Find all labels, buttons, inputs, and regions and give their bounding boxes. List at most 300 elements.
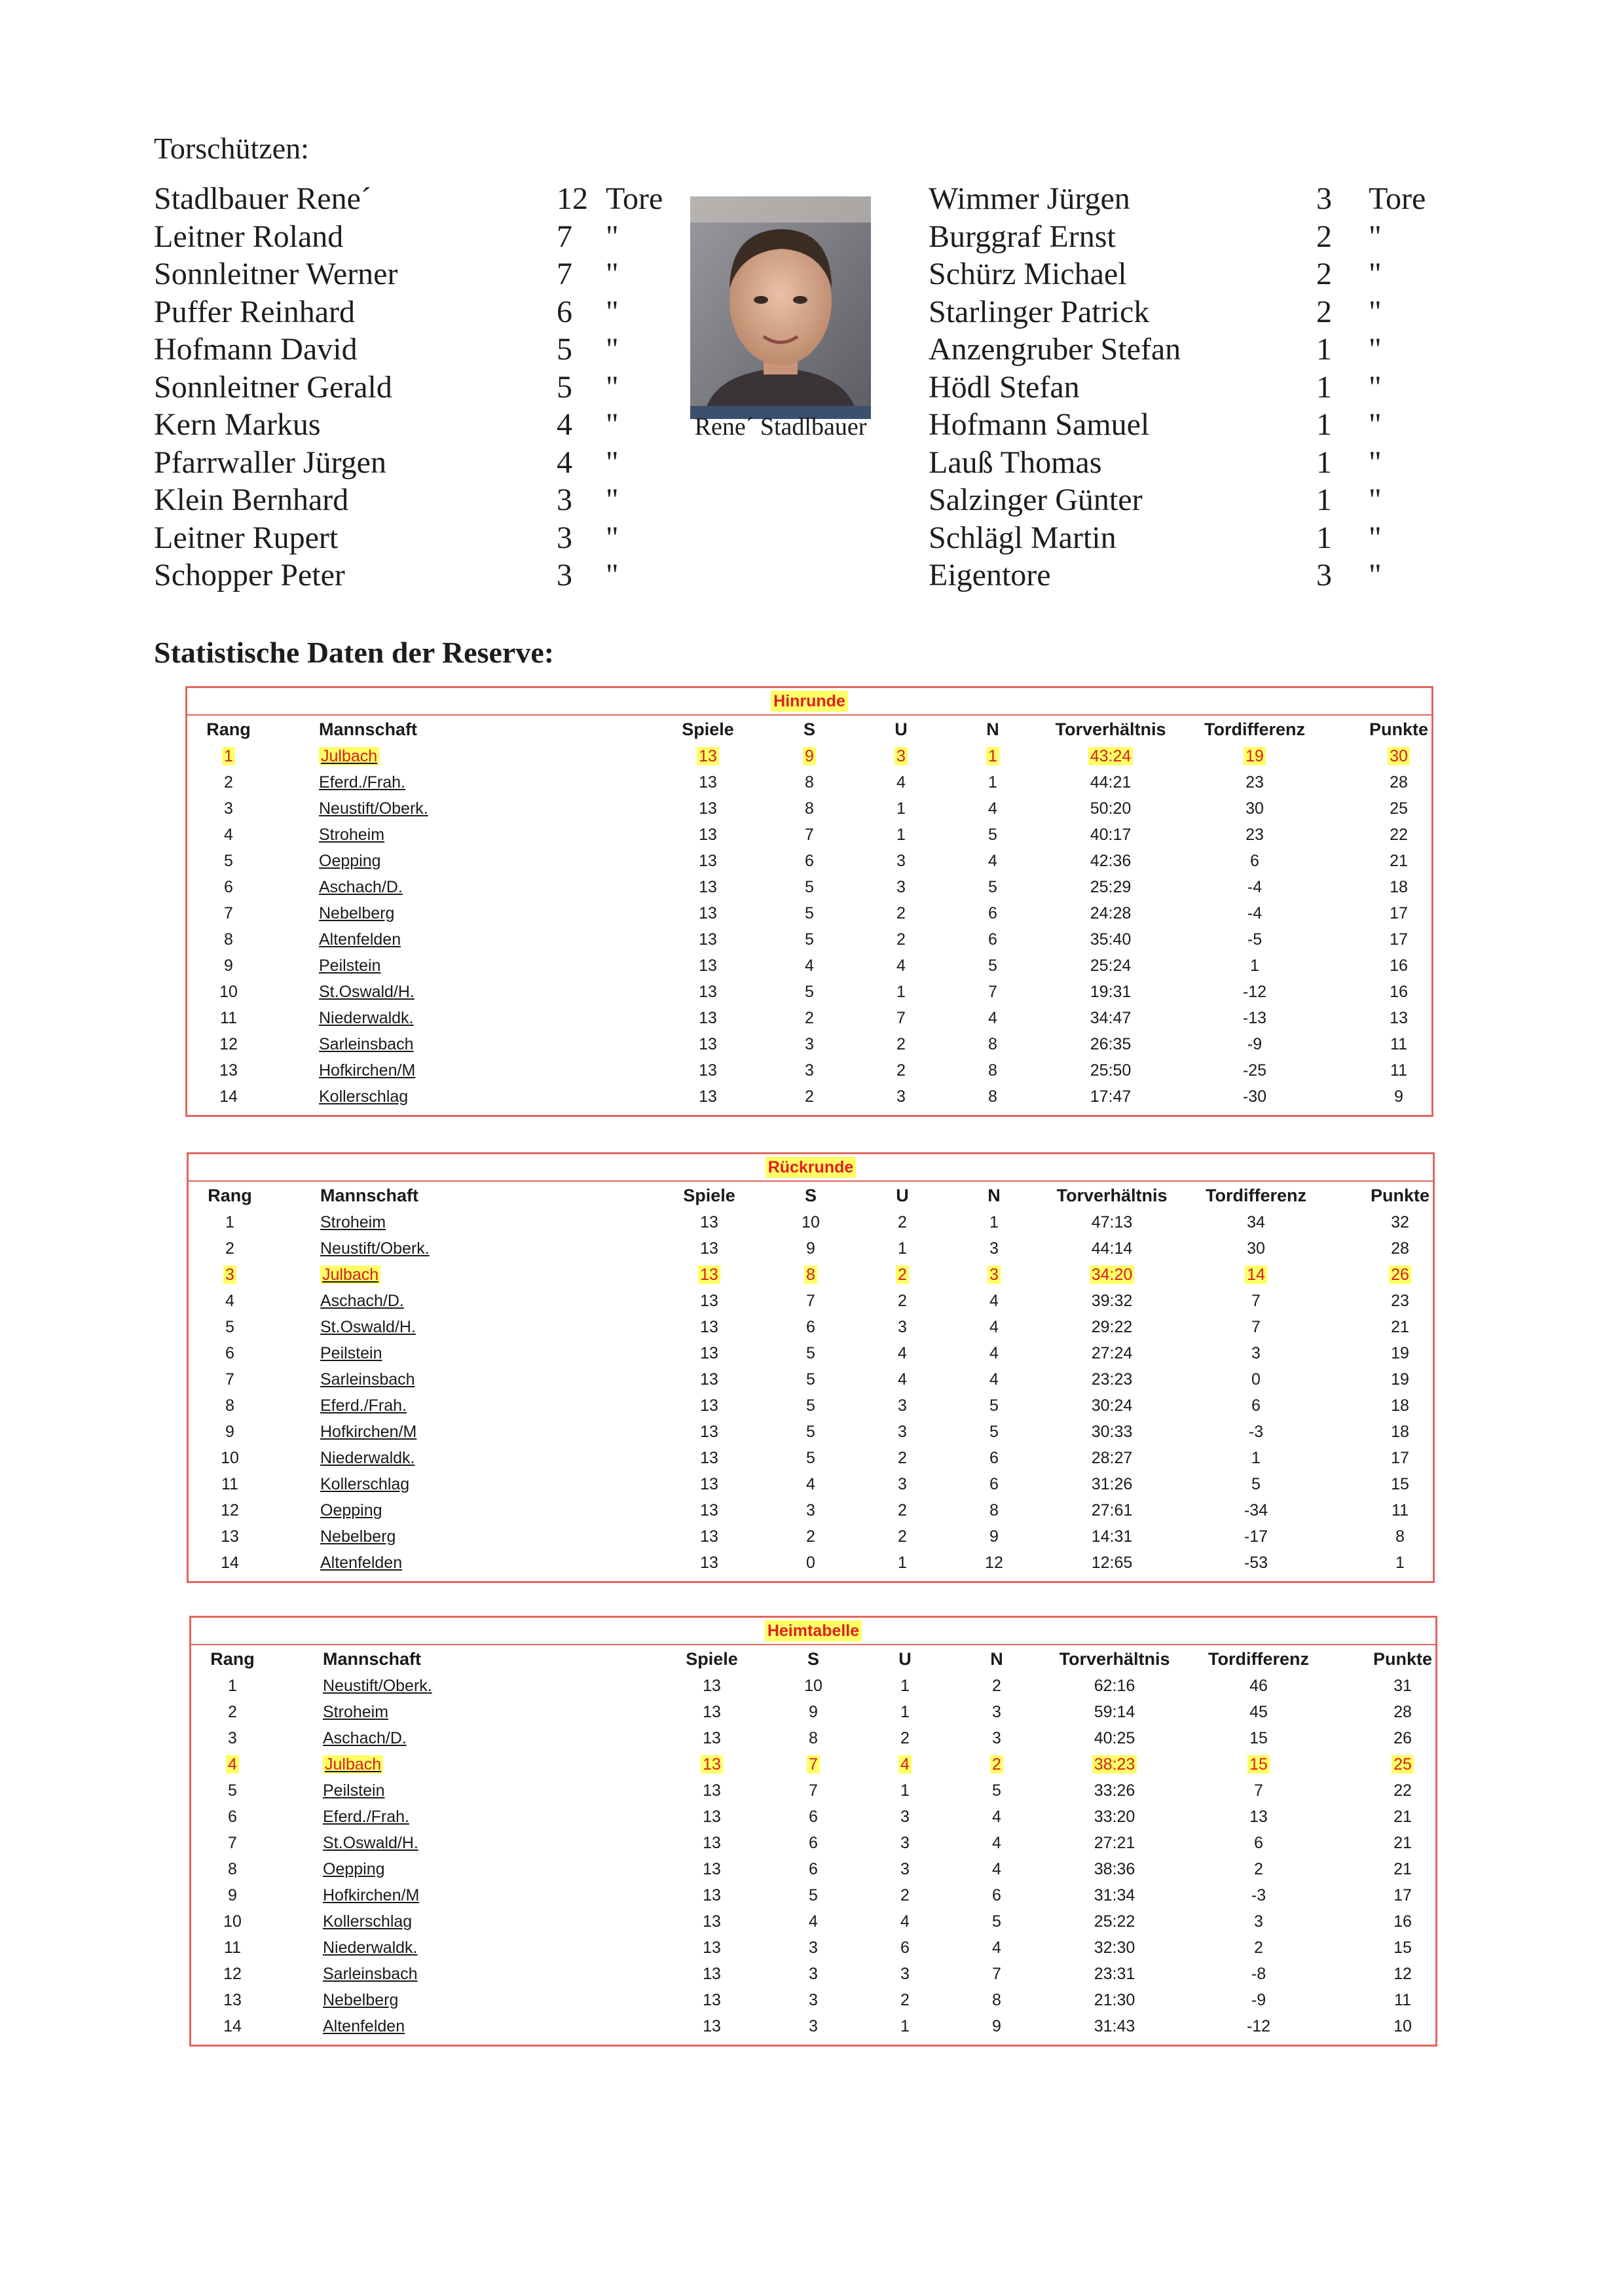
wins-value: 9 <box>806 1239 815 1258</box>
cell-losses <box>965 1292 1024 1311</box>
team-value: Peilstein <box>320 1344 382 1362</box>
games-value: 13 <box>703 1808 721 1826</box>
scorer-name: Burggraf Ernst <box>929 219 1116 254</box>
games-value: 13 <box>700 1318 718 1336</box>
cell-games <box>663 1808 761 1827</box>
games-value: 13 <box>700 1475 718 1493</box>
cell-rank <box>204 1755 261 1774</box>
cell-goal-difference <box>1184 1292 1328 1311</box>
cell-losses <box>965 1449 1024 1468</box>
cell-goal-ratio <box>1040 1527 1184 1546</box>
games-value: 13 <box>699 1061 717 1080</box>
wins-value: 3 <box>805 1061 814 1080</box>
team-value: Altenfelden <box>320 1554 403 1572</box>
draws-value: 2 <box>896 904 906 922</box>
goal-ratio-value: 44:21 <box>1090 773 1132 792</box>
draws-value: 2 <box>898 1213 907 1231</box>
cell-goal-ratio <box>1043 1860 1187 1879</box>
cell-goal-difference <box>1184 1527 1328 1546</box>
scorer-goals: 2 <box>1316 294 1332 329</box>
team-value: Eferd./Frah. <box>320 1396 407 1415</box>
cell-rank <box>202 1449 258 1468</box>
cell-rank <box>200 904 257 923</box>
scorer-name: Anzengruber Stefan <box>929 332 1181 367</box>
goal-ratio-value: 31:34 <box>1094 1886 1135 1904</box>
losses-value: 7 <box>992 1965 1001 1983</box>
cell-goal-difference <box>1183 904 1327 923</box>
rank-value: 5 <box>228 1781 237 1800</box>
cell-losses <box>967 1991 1026 2010</box>
cell-draws <box>876 2017 934 2036</box>
losses-value: 9 <box>989 1527 999 1546</box>
scorer-goals-unit: " <box>1369 332 1382 367</box>
scorer-row <box>929 556 1452 594</box>
scorer-goals: 1 <box>1316 407 1332 442</box>
cell-goal-difference <box>1187 1729 1331 1748</box>
games-value: 13 <box>703 1965 721 1983</box>
goal-ratio-value: 33:26 <box>1094 1781 1135 1800</box>
cell-draws <box>872 1009 931 1028</box>
scorer-goals-unit: " <box>606 407 619 442</box>
goal-ratio-value: 25:22 <box>1094 1912 1135 1931</box>
table-row <box>189 1471 1433 1497</box>
cell-losses <box>967 1781 1026 1800</box>
rank-value: 13 <box>221 1527 239 1546</box>
losses-value: 5 <box>992 1912 1001 1931</box>
cell-losses <box>967 1677 1026 1696</box>
cell-wins <box>780 957 839 975</box>
scorer-row <box>929 331 1452 369</box>
cell-goal-ratio <box>1043 1965 1187 1984</box>
losses-value: 5 <box>992 1781 1001 1800</box>
team-value: Neustift/Oberk. <box>320 1239 430 1258</box>
cell-draws <box>876 1808 934 1827</box>
scorer-goals-unit: " <box>606 445 619 480</box>
losses-value: 2 <box>992 1677 1001 1695</box>
cell-goal-difference <box>1187 1939 1331 1958</box>
games-value: 13 <box>700 1527 718 1546</box>
cell-games <box>663 1703 761 1722</box>
cell-wins <box>784 1755 843 1774</box>
goal-ratio-value: 59:14 <box>1094 1703 1135 1721</box>
draws-value: 2 <box>896 1035 906 1053</box>
losses-value: 1 <box>988 773 997 792</box>
team-value: St.Oswald/H. <box>319 983 415 1001</box>
games-value: 13 <box>700 1292 718 1310</box>
goal-difference-value: -12 <box>1246 2017 1271 2035</box>
cell-goal-difference <box>1187 1677 1331 1696</box>
wins-value: 6 <box>805 852 814 870</box>
scorer-row <box>154 180 678 218</box>
cell-losses <box>967 1755 1026 1774</box>
scorer-goals-unit: " <box>1369 520 1382 555</box>
cell-games <box>659 747 757 766</box>
cell-goal-ratio <box>1040 1344 1184 1363</box>
goal-ratio-value: 24:28 <box>1090 904 1132 922</box>
table-row <box>187 795 1431 822</box>
games-value: 13 <box>698 1266 720 1284</box>
wins-value: 2 <box>805 1087 814 1106</box>
cell-rank <box>200 1087 257 1106</box>
cell-goal-ratio <box>1040 1370 1184 1389</box>
scorer-goals: 1 <box>1316 369 1332 405</box>
draws-value: 3 <box>900 1808 910 1826</box>
wins-value: 6 <box>809 1834 818 1852</box>
wins-value: 3 <box>806 1501 815 1520</box>
points-value: 22 <box>1393 1781 1412 1800</box>
cell-goal-difference <box>1187 1808 1331 1827</box>
rank-value: 6 <box>224 878 233 896</box>
cell-draws <box>876 1886 934 1905</box>
scorer-row <box>929 444 1452 482</box>
losses-value: 8 <box>988 1035 997 1053</box>
draws-value: 4 <box>898 1344 907 1362</box>
draws-value: 1 <box>896 826 906 844</box>
cell-draws <box>872 983 931 1002</box>
header-rank: Rang <box>208 1186 252 1205</box>
goal-difference-value: -53 <box>1244 1554 1268 1572</box>
cell-rank <box>204 1703 261 1722</box>
cell-rank <box>204 1939 261 1958</box>
cell-goal-ratio <box>1040 1213 1184 1232</box>
team-value: Aschach/D. <box>319 878 403 896</box>
games-value: 13 <box>700 1449 718 1467</box>
losses-value: 9 <box>992 2017 1001 2035</box>
cell-wins <box>780 983 839 1002</box>
points-value: 17 <box>1391 1449 1409 1467</box>
cell-goal-ratio <box>1043 1729 1187 1748</box>
scorer-name: Kern Markus <box>154 407 321 442</box>
header-team: Mannschaft <box>323 1649 422 1669</box>
cell-points <box>1340 983 1458 1002</box>
losses-value: 3 <box>992 1729 1001 1747</box>
goal-difference-value: 6 <box>1251 1396 1261 1415</box>
team-value: Niederwaldk. <box>320 1449 415 1467</box>
points-value: 11 <box>1392 1501 1409 1520</box>
draws-value: 2 <box>898 1449 907 1467</box>
cell-losses <box>963 799 1022 818</box>
wins-value: 5 <box>805 930 814 949</box>
cell-goal-difference <box>1187 1703 1331 1722</box>
table-hinrunde <box>185 686 1433 1117</box>
team-value: Hofkirchen/M <box>323 1886 420 1904</box>
cell-points <box>1340 747 1458 766</box>
games-value: 13 <box>703 1860 721 1878</box>
cell-team <box>320 1292 404 1311</box>
cell-wins <box>780 930 839 949</box>
cell-points <box>1344 1808 1462 1827</box>
table-row <box>187 979 1431 1005</box>
cell-goal-ratio <box>1043 1886 1187 1905</box>
cell-points <box>1340 799 1458 818</box>
table-body <box>187 743 1431 1110</box>
cell-games <box>660 1213 758 1232</box>
player-photo <box>690 196 871 419</box>
goal-ratio-value: 23:31 <box>1094 1965 1135 1983</box>
goal-ratio-value: 25:24 <box>1090 957 1132 975</box>
games-value: 13 <box>700 1213 718 1231</box>
table-rueckrunde <box>187 1152 1435 1583</box>
table-header-row <box>191 1647 1435 1673</box>
goal-ratio-value: 44:14 <box>1091 1239 1133 1258</box>
cell-team <box>320 1423 416 1442</box>
scorer-name: Klein Bernhard <box>154 483 349 517</box>
cell-rank <box>202 1396 258 1415</box>
cell-points <box>1341 1292 1459 1311</box>
table-heimtabelle <box>189 1616 1437 2047</box>
wins-value: 4 <box>809 1912 818 1931</box>
points-value: 17 <box>1393 1886 1412 1904</box>
cell-losses <box>965 1554 1024 1573</box>
cell-draws <box>872 852 931 871</box>
scorer-row <box>929 218 1452 256</box>
cell-losses <box>967 1860 1026 1879</box>
rank-value: 4 <box>226 1755 239 1774</box>
wins-value: 5 <box>806 1370 815 1389</box>
cell-goal-ratio <box>1039 826 1183 845</box>
wins-value: 3 <box>809 1965 818 1983</box>
cell-goal-ratio <box>1039 747 1183 766</box>
losses-value: 4 <box>992 1808 1001 1826</box>
rank-value: 8 <box>228 1860 237 1878</box>
cell-rank <box>204 1965 261 1984</box>
team-value: St.Oswald/H. <box>320 1318 416 1336</box>
scorer-goals: 4 <box>557 407 572 442</box>
scorer-goals-unit: " <box>1369 483 1382 517</box>
team-value: St.Oswald/H. <box>323 1834 418 1852</box>
table-row <box>189 1445 1433 1471</box>
team-value: Stroheim <box>323 1703 389 1721</box>
points-value: 32 <box>1391 1213 1409 1231</box>
scorer-goals-unit: " <box>606 294 619 329</box>
games-value: 13 <box>699 878 717 896</box>
cell-wins <box>780 852 839 871</box>
goal-ratio-value: 25:29 <box>1090 878 1132 896</box>
cell-points <box>1344 2017 1462 2036</box>
cell-team <box>323 1755 383 1774</box>
cell-games <box>659 799 757 818</box>
team-value: Hofkirchen/M <box>320 1423 417 1441</box>
scorer-goals: 1 <box>1316 483 1332 517</box>
cell-rank <box>204 1860 261 1879</box>
cell-goal-ratio <box>1039 1087 1183 1106</box>
cell-draws <box>876 1755 934 1774</box>
scorer-row <box>929 180 1452 218</box>
wins-value: 4 <box>806 1475 815 1493</box>
cell-goal-difference <box>1183 983 1327 1002</box>
goal-ratio-value: 26:35 <box>1090 1035 1132 1053</box>
goal-ratio-value: 19:31 <box>1090 983 1132 1001</box>
cell-points <box>1341 1554 1459 1573</box>
goal-ratio-value: 30:33 <box>1091 1423 1133 1441</box>
table-row <box>191 1725 1435 1751</box>
goal-difference-value: 1 <box>1251 1449 1261 1467</box>
points-value: 18 <box>1391 1396 1409 1415</box>
cell-games <box>663 1781 761 1800</box>
cell-team <box>320 1396 407 1415</box>
goal-difference-value: 15 <box>1247 1755 1270 1774</box>
cell-points <box>1344 1729 1462 1748</box>
goal-ratio-value: 38:36 <box>1094 1860 1135 1878</box>
cell-goal-difference <box>1187 1834 1331 1853</box>
cell-losses <box>965 1527 1024 1546</box>
draws-value: 3 <box>900 1965 910 1983</box>
cell-points <box>1344 1991 1462 2010</box>
losses-value: 5 <box>988 878 997 896</box>
cell-rank <box>202 1423 258 1442</box>
goal-difference-value: 15 <box>1249 1729 1268 1747</box>
cell-wins <box>784 1781 843 1800</box>
scorer-row <box>929 406 1452 444</box>
games-value: 13 <box>703 1991 721 2009</box>
table-row <box>191 1699 1435 1725</box>
draws-value: 4 <box>900 1912 910 1931</box>
goal-difference-value: -13 <box>1242 1009 1267 1027</box>
goal-ratio-value: 38:23 <box>1092 1755 1137 1774</box>
cell-wins <box>780 1087 839 1106</box>
draws-value: 1 <box>900 1703 910 1721</box>
cell-team <box>323 2017 405 2036</box>
goal-difference-value: 6 <box>1254 1834 1263 1852</box>
scorer-goals: 2 <box>1316 219 1332 254</box>
scorer-row <box>154 406 678 444</box>
rank-value: 11 <box>220 1009 237 1027</box>
scorer-row <box>154 293 678 331</box>
cell-draws <box>872 1061 931 1080</box>
table-header-row <box>189 1183 1433 1209</box>
cell-losses <box>967 1808 1026 1827</box>
scorer-name: Wimmer Jürgen <box>929 181 1130 216</box>
cell-rank <box>202 1266 258 1285</box>
games-value: 13 <box>699 904 717 922</box>
cell-wins <box>781 1266 840 1285</box>
scorer-goals: 1 <box>1316 332 1332 367</box>
cell-goal-difference <box>1184 1449 1328 1468</box>
cell-games <box>659 983 757 1002</box>
cell-draws <box>873 1527 932 1546</box>
cell-points <box>1344 1939 1462 1958</box>
cell-rank <box>200 957 257 975</box>
cell-rank <box>202 1527 258 1546</box>
cell-losses <box>965 1213 1024 1232</box>
scorer-name: Puffer Reinhard <box>154 294 356 329</box>
cell-goal-difference <box>1184 1239 1328 1258</box>
losses-value: 6 <box>989 1475 999 1493</box>
cell-rank <box>200 983 257 1002</box>
cell-games <box>660 1554 758 1573</box>
losses-value: 1 <box>989 1213 999 1231</box>
cell-games <box>659 930 757 949</box>
points-value: 13 <box>1390 1009 1408 1027</box>
cell-goal-ratio <box>1040 1396 1184 1415</box>
rank-value: 10 <box>221 1449 239 1467</box>
team-value: Oepping <box>319 852 381 870</box>
cell-rank <box>200 1061 257 1080</box>
points-value: 26 <box>1389 1266 1411 1284</box>
cell-rank <box>202 1554 258 1573</box>
cell-draws <box>876 1834 934 1853</box>
rank-value: 11 <box>221 1475 238 1493</box>
team-value: Altenfelden <box>323 2017 405 2035</box>
cell-draws <box>873 1292 932 1311</box>
losses-value: 4 <box>992 1860 1001 1878</box>
cell-draws <box>873 1554 932 1573</box>
cell-goal-ratio <box>1039 852 1183 871</box>
rank-value: 1 <box>228 1677 237 1695</box>
cell-wins <box>784 1677 843 1696</box>
draws-value: 1 <box>900 2017 910 2035</box>
scorer-name: Sonnleitner Werner <box>154 257 398 291</box>
cell-points <box>1341 1370 1459 1389</box>
scorer-goals: 7 <box>557 219 572 254</box>
cell-goal-ratio <box>1039 773 1183 792</box>
draws-value: 2 <box>896 930 906 949</box>
cell-goal-ratio <box>1040 1449 1184 1468</box>
cell-goal-difference <box>1183 826 1327 845</box>
goal-ratio-value: 25:50 <box>1090 1061 1132 1080</box>
table-row <box>191 1987 1435 2013</box>
cell-team <box>320 1501 382 1520</box>
cell-losses <box>963 1035 1022 1054</box>
goal-difference-value: 7 <box>1251 1292 1261 1310</box>
points-value: 31 <box>1393 1677 1412 1695</box>
cell-games <box>663 1965 761 1984</box>
scorer-goals-unit: " <box>1369 445 1382 480</box>
cell-goal-difference <box>1184 1318 1328 1337</box>
scorer-goals-unit: " <box>606 483 619 517</box>
goal-difference-value: -5 <box>1247 930 1263 949</box>
cell-losses <box>963 1061 1022 1080</box>
cell-draws <box>876 1991 934 2010</box>
points-value: 30 <box>1388 747 1410 765</box>
goal-difference-value: 7 <box>1251 1318 1261 1336</box>
cell-goal-ratio <box>1040 1501 1184 1520</box>
cell-goal-difference <box>1184 1501 1328 1520</box>
team-value: Sarleinsbach <box>323 1965 418 1983</box>
scorer-goals: 3 <box>1316 181 1332 216</box>
cell-rank <box>202 1292 258 1311</box>
cell-losses <box>963 904 1022 923</box>
rank-value: 8 <box>225 1396 234 1415</box>
cell-team <box>323 1677 432 1696</box>
rank-value: 5 <box>224 852 233 870</box>
goal-ratio-value: 33:20 <box>1094 1808 1135 1826</box>
goal-difference-value: -3 <box>1248 1423 1264 1441</box>
rank-value: 10 <box>223 1912 242 1931</box>
scorer-goals-unit: " <box>1369 407 1382 442</box>
cell-rank <box>204 1808 261 1827</box>
cell-losses <box>967 1703 1026 1722</box>
cell-losses <box>967 1729 1026 1748</box>
goal-difference-value: 5 <box>1251 1475 1261 1493</box>
scorer-goals: 2 <box>1316 257 1332 291</box>
goal-difference-value: 0 <box>1251 1370 1261 1389</box>
scorer-goals-unit: Tore <box>1369 181 1426 216</box>
table-title-bar <box>189 1154 1433 1182</box>
draws-value: 4 <box>896 957 906 975</box>
cell-points <box>1344 1781 1462 1800</box>
cell-goal-difference <box>1187 1965 1331 1984</box>
cell-rank <box>202 1501 258 1520</box>
scorer-row <box>929 369 1452 407</box>
cell-rank <box>202 1239 258 1258</box>
cell-team <box>319 930 401 949</box>
scorer-name: Schopper Peter <box>154 558 345 592</box>
goal-ratio-value: 40:17 <box>1090 826 1132 844</box>
cell-rank <box>204 1677 261 1696</box>
losses-value: 8 <box>992 1991 1001 2009</box>
header-points: Punkte <box>1369 720 1429 739</box>
